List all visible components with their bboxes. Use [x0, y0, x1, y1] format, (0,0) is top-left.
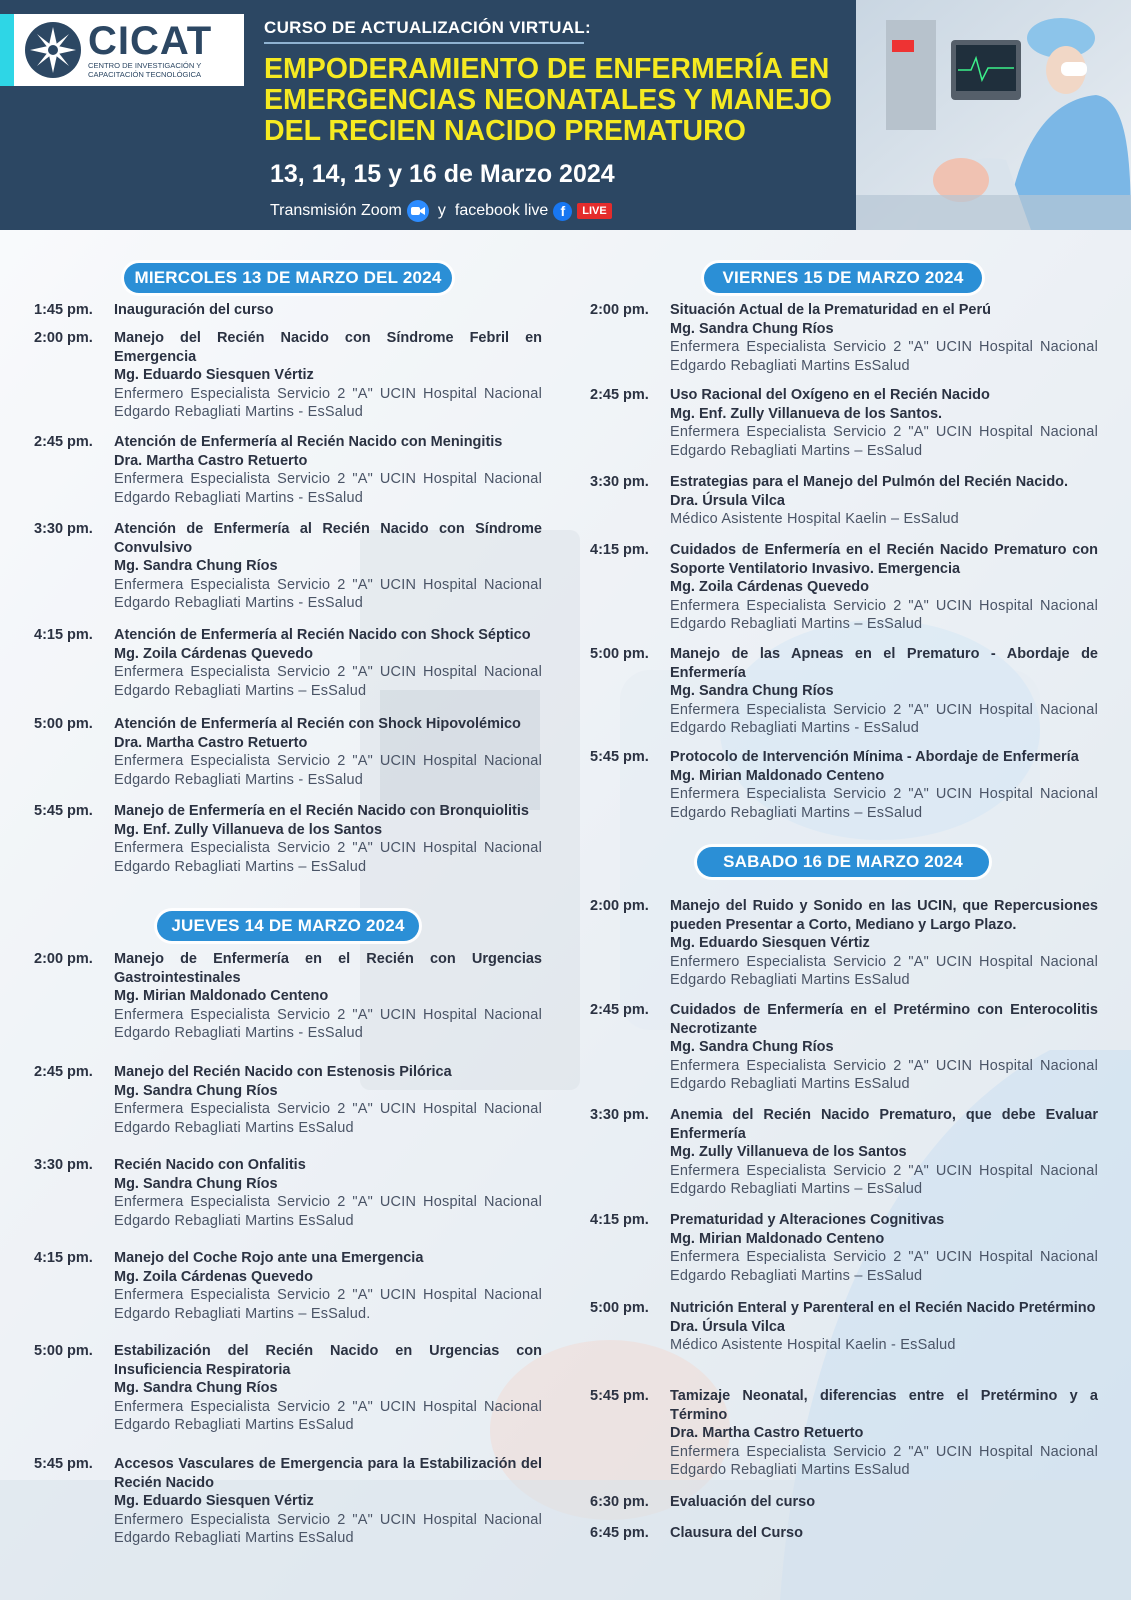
session-item	[590, 301, 1098, 375]
session-item	[590, 473, 1098, 529]
day-header-saturday: SABADO 16 DE MARZO 2024	[697, 847, 989, 877]
session-item	[34, 1249, 542, 1323]
session-time: 1:45 pm.	[34, 302, 93, 318]
session-time: 4:15 pm.	[34, 627, 93, 643]
session-time: 3:30 pm.	[590, 474, 649, 490]
session-topic: Cuidados de Enfermería en el Recién Nacido Prematuro con Soporte Ventilatorio Invasivo. Emergencia	[670, 542, 1098, 577]
session-speaker-role: Enfermero Especialista Servicio 2 "A" UCIN Hospital Nacional Edgardo Rebagliati Martins - EsSalud	[114, 385, 542, 421]
session-item	[590, 897, 1098, 990]
session-item	[34, 301, 542, 320]
session-topic: Manejo de las Apneas en el Prematuro - Abordaje de Enfermería	[670, 646, 1098, 681]
session-item	[34, 433, 542, 507]
session-item	[590, 1211, 1098, 1285]
session-speaker: Mg. Zully Villanueva de los Santos	[670, 1144, 907, 1161]
zoom-icon	[407, 200, 429, 222]
session-topic: Atención de Enfermería al Recién Nacido con Meningitis	[114, 434, 503, 450]
session-speaker-role: Enfermera Especialista Servicio 2 "A" UCIN Hospital Nacional Edgardo Rebagliati Martins – EsSalud	[114, 664, 542, 699]
session-speaker: Mg. Enf. Zully Villanueva de los Santos	[114, 821, 383, 838]
logo-subtitle-line2: CAPACITACIÓN TECNOLÓGICA	[88, 70, 202, 79]
day-header-friday: VIERNES 15 DE MARZO 2024	[704, 263, 982, 293]
session-speaker: Mg. Sandra Chung Ríos	[114, 1082, 278, 1099]
session-speaker: Mg. Mirian Maldonado Centeno	[670, 767, 885, 784]
session-speaker-role: Enfermera Especialista Servicio 2 "A" UCIN Hospital Nacional Edgardo Rebagliati Martins - EsSalud	[670, 701, 1098, 737]
session-item	[34, 802, 542, 876]
session-item	[34, 626, 542, 700]
session-topic: Manejo del Coche Rojo ante una Emergencia	[114, 1250, 424, 1266]
session-item	[34, 950, 542, 1043]
session-topic: Clausura del Curso	[670, 1525, 803, 1541]
accent-strip	[0, 14, 14, 86]
day-header-wednesday: MIERCOLES 13 DE MARZO DEL 2024	[124, 263, 452, 293]
session-topic: Manejo del Recién Nacido con Estenosis Pilórica	[114, 1064, 452, 1080]
session-speaker: Dra. Úrsula Vilca	[670, 492, 785, 509]
session-time: 3:30 pm.	[34, 1157, 93, 1173]
session-speaker-role: Enfermera Especialista Servicio 2 "A" UCIN Hospital Nacional Edgardo Rebagliati Martins EsSalud	[114, 1101, 542, 1136]
session-speaker: Mg. Mirian Maldonado Centeno	[670, 1230, 885, 1247]
session-item	[590, 1524, 1098, 1543]
logo-wordmark: CICAT	[88, 19, 213, 63]
session-topic: Nutrición Enteral y Parenteral en el Recién Nacido Pretérmino	[670, 1300, 1096, 1316]
session-topic: Situación Actual de la Prematuridad en el Perú	[670, 302, 991, 318]
logo-subtitle-line1: CENTRO DE INVESTIGACIÓN Y	[88, 61, 202, 70]
session-item	[590, 1299, 1098, 1355]
session-topic: Protocolo de Intervención Mínima - Abordaje de Enfermería	[670, 749, 1079, 765]
session-time: 2:45 pm.	[34, 1064, 93, 1080]
session-time: 2:00 pm.	[590, 302, 649, 318]
session-speaker: Mg. Sandra Chung Ríos	[670, 1039, 834, 1056]
session-topic: Atención de Enfermería al Recién con Shock Hipovolémico	[114, 716, 521, 732]
session-time: 2:00 pm.	[590, 898, 649, 914]
session-time: 2:00 pm.	[34, 951, 93, 967]
session-topic: Prematuridad y Alteraciones Cognitivas	[670, 1212, 945, 1228]
session-speaker: Mg. Sandra Chung Ríos	[114, 558, 278, 575]
session-topic: Cuidados de Enfermería en el Pretérmino con Enterocolitis Necrotizante	[670, 1002, 1098, 1037]
session-topic: Inauguración del curso	[114, 302, 274, 318]
live-badge: LIVE	[577, 203, 611, 219]
session-item	[590, 1387, 1098, 1480]
session-speaker: Mg. Sandra Chung Ríos	[670, 320, 834, 337]
session-topic: Estrategias para el Manejo del Pulmón del Recién Nacido.	[670, 474, 1069, 490]
session-speaker: Mg. Zoila Cárdenas Quevedo	[670, 579, 870, 596]
session-topic: Recién Nacido con Onfalitis	[114, 1157, 306, 1173]
session-speaker: Mg. Zoila Cárdenas Quevedo	[114, 645, 314, 662]
session-speaker-role: Enfermera Especialista Servicio 2 "A" UCIN Hospital Nacional Edgardo Rebagliati Martins EsSalud	[670, 1443, 1098, 1479]
nurse-incubator-photo	[856, 0, 1131, 230]
session-topic: Evaluación del curso	[670, 1494, 816, 1510]
session-time: 5:00 pm.	[34, 716, 93, 732]
session-time: 2:45 pm.	[34, 434, 93, 450]
session-speaker: Mg. Eduardo Siesquen Vértiz	[114, 367, 314, 384]
session-item	[590, 748, 1098, 822]
session-time: 4:15 pm.	[34, 1250, 93, 1266]
session-speaker-role: Enfermera Especialista Servicio 2 "A" UCIN Hospital Nacional Edgardo Rebagliati Martins - EsSalud	[114, 753, 542, 788]
course-title: EMPODERAMIENTO DE ENFERMERÍA EN EMERGENCIAS NEONATALES Y MANEJO DEL RECIEN NACIDO PREMATURO	[264, 53, 832, 147]
session-item	[590, 1001, 1098, 1094]
session-speaker-role: Enfermera Especialista Servicio 2 "A" UCIN Hospital Nacional Edgardo Rebagliati Martins – EsSalud	[670, 1162, 1098, 1198]
course-dates: 13, 14, 15 y 16 de Marzo 2024	[270, 160, 615, 188]
session-item	[590, 1106, 1098, 1199]
session-item	[34, 1455, 542, 1548]
course-kicker: CURSO DE ACTUALIZACIÓN VIRTUAL:	[264, 18, 591, 37]
session-speaker: Mg. Mirian Maldonado Centeno	[114, 988, 329, 1005]
session-topic: Accesos Vasculares de Emergencia para la Estabilización del Recién Nacido	[114, 1456, 542, 1491]
session-time: 4:15 pm.	[590, 1212, 649, 1228]
session-time: 5:45 pm.	[34, 1456, 93, 1472]
session-time: 5:00 pm.	[34, 1343, 93, 1359]
session-speaker-role: Enfermera Especialista Servicio 2 "A" UCIN Hospital Nacional Edgardo Rebagliati Martins – EsSalud	[670, 597, 1098, 633]
session-speaker-role: Enfermera Especialista Servicio 2 "A" UCIN Hospital Nacional Edgardo Rebagliati Martins EsSalud	[670, 339, 1098, 374]
session-topic: Manejo de Enfermería en el Recién Nacido con Bronquiolitis	[114, 803, 529, 819]
session-speaker-role: Enfermera Especialista Servicio 2 "A" UCIN Hospital Nacional Edgardo Rebagliati Martins - EsSalud	[114, 576, 542, 612]
session-speaker-role: Médico Asistente Hospital Kaelin – EsSalud	[670, 511, 959, 528]
session-speaker-role: Enfermera Especialista Servicio 2 "A" UCIN Hospital Nacional Edgardo Rebagliati Martins – EsSalud.	[114, 1287, 542, 1322]
header-banner	[0, 0, 1131, 230]
session-item	[590, 386, 1098, 460]
session-speaker: Dra. Úrsula Vilca	[670, 1318, 785, 1335]
session-speaker-role: Enfermera Especialista Servicio 2 "A" UCIN Hospital Nacional Edgardo Rebagliati Martins - EsSalud	[114, 471, 542, 506]
cicat-star-icon	[24, 21, 82, 79]
session-item	[34, 1342, 542, 1435]
session-time: 2:45 pm.	[590, 387, 649, 403]
session-speaker-role: Enfermero Especialista Servicio 2 "A" UCIN Hospital Nacional Edgardo Rebagliati Martins EsSalud	[670, 953, 1098, 989]
session-time: 5:00 pm.	[590, 646, 649, 662]
session-speaker: Mg. Eduardo Siesquen Vértiz	[114, 1493, 314, 1510]
session-topic: Manejo de Enfermería en el Recién con Urgencias Gastrointestinales	[114, 951, 542, 986]
session-speaker-role: Enfermera Especialista Servicio 2 "A" UCIN Hospital Nacional Edgardo Rebagliati Martins EsSalud	[114, 1398, 542, 1434]
session-item	[34, 1063, 542, 1137]
session-item	[34, 715, 542, 789]
session-topic: Atención de Enfermería al Recién Nacido con Síndrome Convulsivo	[114, 521, 542, 556]
session-speaker-role: Enfermera Especialista Servicio 2 "A" UCIN Hospital Nacional Edgardo Rebagliati Martins EsSalud	[670, 1057, 1098, 1093]
session-time: 6:30 pm.	[590, 1494, 649, 1510]
session-time: 5:45 pm.	[590, 749, 649, 765]
session-item	[590, 645, 1098, 738]
transmission-facebook-label: facebook live	[454, 202, 549, 219]
session-topic: Tamizaje Neonatal, diferencias entre el Pretérmino y a Término	[670, 1388, 1098, 1423]
cicat-logo	[14, 14, 244, 86]
session-speaker-role: Enfermera Especialista Servicio 2 "A" UCIN Hospital Nacional Edgardo Rebagliati Martins – EsSalud	[670, 786, 1098, 821]
kicker-divider	[264, 42, 584, 44]
session-time: 3:30 pm.	[590, 1107, 649, 1123]
session-item	[34, 1156, 542, 1230]
session-topic: Uso Racional del Oxígeno en el Recién Nacido	[670, 387, 990, 403]
session-speaker-role: Enfermera Especialista Servicio 2 "A" UCIN Hospital Nacional Edgardo Rebagliati Martins EsSalud	[114, 1194, 542, 1229]
session-item	[34, 520, 542, 613]
session-time: 5:00 pm.	[590, 1300, 649, 1316]
session-time: 5:45 pm.	[34, 803, 93, 819]
session-item	[34, 329, 542, 422]
session-topic: Manejo del Recién Nacido con Síndrome Febril en Emergencia	[114, 330, 542, 365]
session-speaker-role: Enfermera Especialista Servicio 2 "A" UCIN Hospital Nacional Edgardo Rebagliati Martins – EsSalud	[114, 840, 542, 875]
session-item	[590, 1493, 1098, 1512]
session-time: 6:45 pm.	[590, 1525, 649, 1541]
transmission-and: y	[437, 202, 446, 219]
transmission-zoom-label: Transmisión Zoom	[270, 202, 402, 219]
session-topic: Manejo del Ruido y Sonido en las UCIN, que Repercusiones pueden Presentar a Corto, Mediano y Largo Plazo.	[670, 898, 1098, 933]
session-topic: Anemia del Recién Nacido Prematuro, que debe Evaluar Enfermería	[670, 1107, 1098, 1142]
transmission-line	[270, 200, 612, 222]
session-time: 5:45 pm.	[590, 1388, 649, 1404]
session-time: 4:15 pm.	[590, 542, 649, 558]
session-speaker: Mg. Sandra Chung Ríos	[670, 683, 834, 700]
session-item	[590, 541, 1098, 634]
facebook-icon: f	[553, 202, 572, 221]
session-time: 2:00 pm.	[34, 330, 93, 346]
session-speaker: Dra. Martha Castro Retuerto	[114, 734, 308, 751]
session-speaker: Mg. Sandra Chung Ríos	[114, 1380, 278, 1397]
session-speaker-role: Enfermera Especialista Servicio 2 "A" UCIN Hospital Nacional Edgardo Rebagliati Martins – EsSalud	[670, 1249, 1098, 1284]
session-time: 2:45 pm.	[590, 1002, 649, 1018]
session-time: 3:30 pm.	[34, 521, 93, 537]
session-speaker: Dra. Martha Castro Retuerto	[114, 452, 308, 469]
session-speaker-role: Enfermera Especialista Servicio 2 "A" UCIN Hospital Nacional Edgardo Rebagliati Martins – EsSalud	[670, 424, 1098, 459]
session-speaker: Mg. Enf. Zully Villanueva de los Santos.	[670, 405, 943, 422]
session-speaker: Mg. Eduardo Siesquen Vértiz	[670, 935, 870, 952]
session-speaker: Dra. Martha Castro Retuerto	[670, 1425, 864, 1442]
session-topic: Atención de Enfermería al Recién Nacido con Shock Séptico	[114, 627, 531, 643]
day-header-thursday: JUEVES 14 DE MARZO 2024	[157, 911, 419, 941]
session-speaker: Mg. Sandra Chung Ríos	[114, 1175, 278, 1192]
session-speaker-role: Enfermero Especialista Servicio 2 "A" UCIN Hospital Nacional Edgardo Rebagliati Martins EsSalud	[114, 1511, 542, 1547]
session-speaker-role: Médico Asistente Hospital Kaelin - EsSalud	[670, 1337, 956, 1354]
session-speaker-role: Enfermera Especialista Servicio 2 "A" UCIN Hospital Nacional Edgardo Rebagliati Martins - EsSalud	[114, 1006, 542, 1042]
session-topic: Estabilización del Recién Nacido en Urgencias con Insuficiencia Respiratoria	[114, 1343, 542, 1378]
session-speaker: Mg. Zoila Cárdenas Quevedo	[114, 1268, 314, 1285]
